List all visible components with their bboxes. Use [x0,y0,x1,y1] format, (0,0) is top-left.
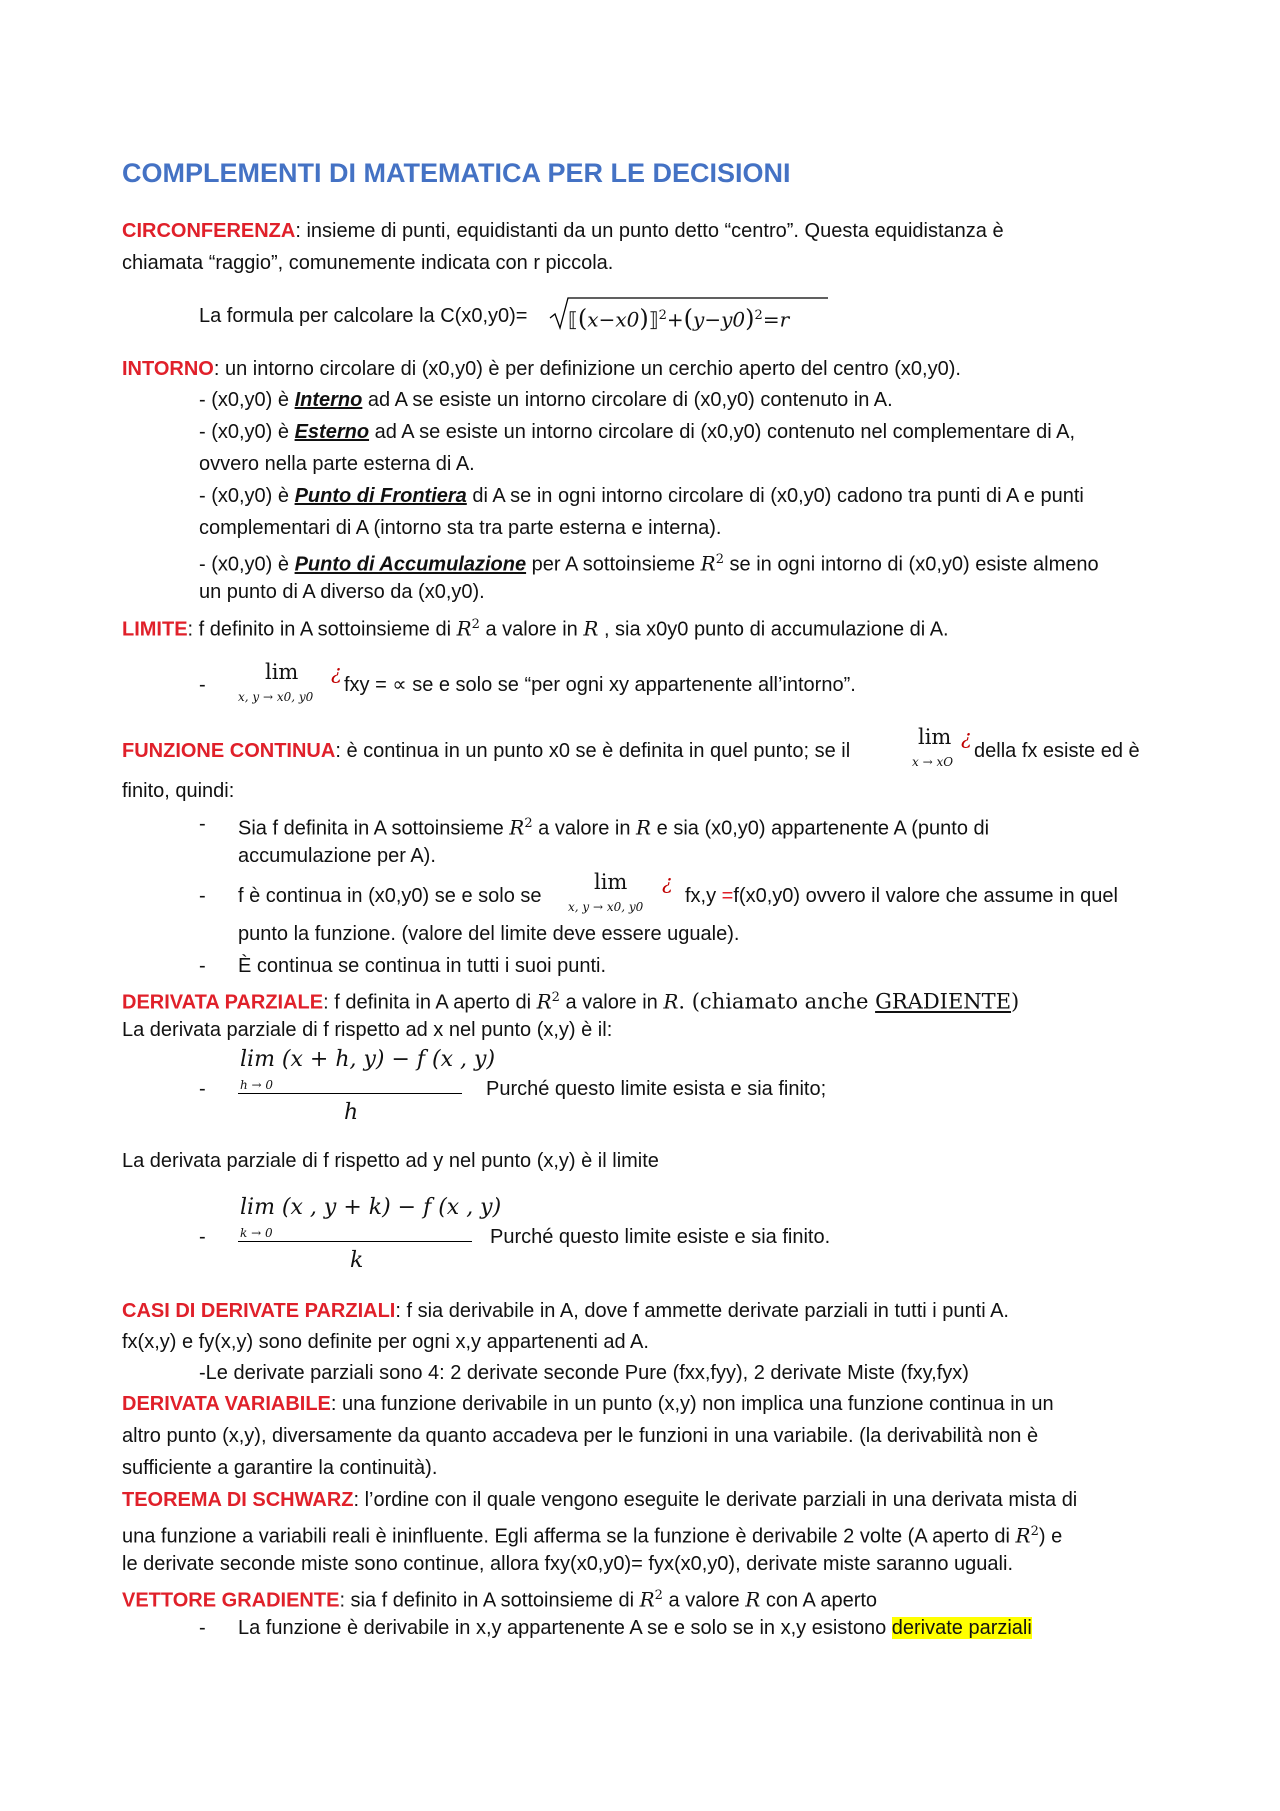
intorno-esterno: - (x0,y0) è Esterno ad A se esiste un intorno circolare di (x0,y0) contenuto nel complementare di A, [199,421,1075,443]
continua-b2-lim: lim [594,870,628,894]
continua-b1: Sia f definita in A sottoinsieme $R^2$ a valore in R e sia (x0,y0) appartenente A (punto di [238,815,990,840]
continua-b2-q: ¿ [662,870,673,894]
schwarz-line-3: le derivate seconde miste sono continue, allora fxy(x0,y0)= fyx(x0,y0), derivate miste saranno uguali. [122,1553,1013,1575]
continua-lim: lim [918,725,952,749]
limite-lim: lim [265,660,299,684]
term-derivata-variabile: DERIVATA VARIABILE [122,1393,331,1415]
circonferenza-formula [199,302,527,330]
continua-lim-sub: x → xO [912,755,954,769]
limite-expr: fxy = ∝ se e solo se “per ogni xy appartenente all’intorno”. [344,674,856,696]
derivata-y-numerator: lim (x , y + k) − f (x , y) [240,1195,502,1220]
continua-b3-dash: - [199,955,206,977]
schwarz-line-2: una funzione a variabili reali è ininfluente. Egli afferma se la funzione è derivabile 2 volte (A aperto di $R^2$) e [122,1523,1063,1548]
derivata-x-note: Purché questo limite esista e sia finito; [486,1078,827,1100]
derivata-variabile-line-3: sufficiente a garantire la continuità). [122,1457,438,1479]
limite-lim-sub: x, y → x0, y0 [238,690,314,704]
vettore-bullet: La funzione è derivabile in x,y appartenente A se e solo se in x,y esistono derivate parziali [238,1617,1032,1639]
vettore-line: VETTORE GRADIENTE: sia f definito in A sottoinsieme di $R^2$ a valore R con A aperto [122,1587,878,1612]
continua-b1-dash: - [199,813,206,835]
derivata-x-intro: La derivata parziale di f rispetto ad x nel punto (x,y) è il: [122,1019,613,1041]
circonferenza-line-1: CIRCONFERENZA: insieme di punti, equidistanti da un punto detto “centro”. Questa equidistanza è [122,220,1004,242]
term-derivata-parziale: DERIVATA PARZIALE [122,991,324,1014]
continua-q: ¿ [961,725,972,749]
limite-q: ¿ [331,660,342,684]
term-casi: CASI DI DERIVATE PARZIALI [122,1300,396,1322]
highlighted-text: derivate parziali [891,1617,1032,1639]
derivata-y-dash: - [199,1226,206,1248]
continua-post: della fx esiste ed è [974,740,1140,762]
intorno-accumulazione: - (x0,y0) è Punto di Accumulazione per A sottoinsieme $R^2$ se in ogni intorno di (x0,y0) esiste almeno [199,551,1099,576]
continua-b2-expr: fx,y =f(x0,y0) ovvero il valore che assume in quel [685,885,1118,907]
derivata-x-sub: h → 0 [240,1078,274,1092]
page-title: COMPLEMENTI DI MATEMATICA PER LE DECISIONI [122,158,791,188]
continua-cont: finito, quindi: [122,780,235,802]
term-funzione-continua: FUNZIONE CONTINUA [122,740,336,762]
derivata-y-fraction-bar [238,1241,472,1242]
funzione-continua-line: FUNZIONE CONTINUA: è continua in un punto x0 se è definita in quel punto; se il [122,740,851,762]
derivata-y-intro: La derivata parziale di f rispetto ad y nel punto (x,y) è il limite [122,1150,659,1172]
continua-b2-cont: punto la funzione. (valore del limite deve essere uguale). [238,923,740,945]
derivata-y-sub: k → 0 [240,1226,273,1240]
schwarz-line: TEOREMA DI SCHWARZ: l’ordine con il quale vengono eseguite le derivate parziali in una derivata mista di [122,1489,1078,1511]
derivata-x-fraction-bar [238,1093,462,1094]
derivata-y-note: Purché questo limite esiste e sia finito. [490,1226,831,1248]
circonferenza-line-2: chiamata “raggio”, comunemente indicata con r piccola. [122,252,614,274]
derivata-parziale-line: DERIVATA PARZIALE: f definita in A aperto di $R^2$ a valore in R. (chiamato anche GRADIENTE) [122,989,1020,1014]
intorno-esterno-cont: ovvero nella parte esterna di A. [199,453,475,475]
term-intorno: INTORNO [122,358,214,380]
continua-b3: È continua se continua in tutti i suoi punti. [238,955,607,977]
derivata-x-denominator: h [344,1100,359,1125]
derivata-variabile-line: DERIVATA VARIABILE: una funzione derivabile in un punto (x,y) non implica una funzione continua in un [122,1393,1054,1415]
term-limite: LIMITE [122,618,188,641]
intorno-frontiera: - (x0,y0) è Punto di Frontiera di A se in ogni intorno circolare di (x0,y0) cadono tra punti di A e punti [199,485,1084,507]
intorno-frontiera-cont: complementari di A (intorno sta tra parte esterna e interna). [199,517,722,539]
circonferenza-formula-math: $⟦(x-x0)⟧^2+(y-y0)^2=r$ [568,304,790,333]
casi-line-3: -Le derivate parziali sono 4: 2 derivate seconde Pure (fxx,fyy), 2 derivate Miste (fxy,fyx) [199,1362,969,1384]
derivata-variabile-line-2: altro punto (x,y), diversamente da quanto accadeva per le funzioni in una variabile. (la derivabilità non è [122,1425,1039,1447]
continua-b2-lim-sub: x, y → x0, y0 [568,900,644,914]
casi-line: CASI DI DERIVATE PARZIALI: f sia derivabile in A, dove f ammette derivate parziali in tutti i punti A. [122,1300,1009,1322]
casi-line-2: fx(x,y) e fy(x,y) sono definite per ogni x,y appartenenti ad A. [122,1331,649,1353]
derivata-x-numerator: lim (x + h, y) − f (x , y) [240,1047,496,1072]
term-vettore: VETTORE GRADIENTE [122,1589,340,1612]
intorno-interno: - (x0,y0) è Interno ad A se esiste un intorno circolare di (x0,y0) contenuto in A. [199,389,893,411]
limite-line: LIMITE: f definito in A sottoinsieme di $R^2$ a valore in R , sia x0y0 punto di accumulazione di A. [122,616,949,641]
term-circonferenza: CIRCONFERENZA [122,220,296,242]
limite-dash: - [199,674,206,696]
continua-b2-dash: - [199,885,206,907]
vettore-dash: - [199,1617,206,1639]
formula-label: La formula per calcolare la C(x0,y0)= [199,305,528,327]
continua-b2-pre: f è continua in (x0,y0) se e solo se [238,885,542,907]
term-schwarz: TEOREMA DI SCHWARZ [122,1489,354,1511]
derivata-x-dash: - [199,1078,206,1100]
intorno-line: INTORNO: un intorno circolare di (x0,y0) è per definizione un cerchio aperto del centro (x0,y0). [122,358,961,380]
derivata-y-denominator: k [350,1248,364,1273]
continua-b1-cont: accumulazione per A). [238,845,436,867]
intorno-accumulazione-cont: un punto di A diverso da (x0,y0). [199,581,485,603]
